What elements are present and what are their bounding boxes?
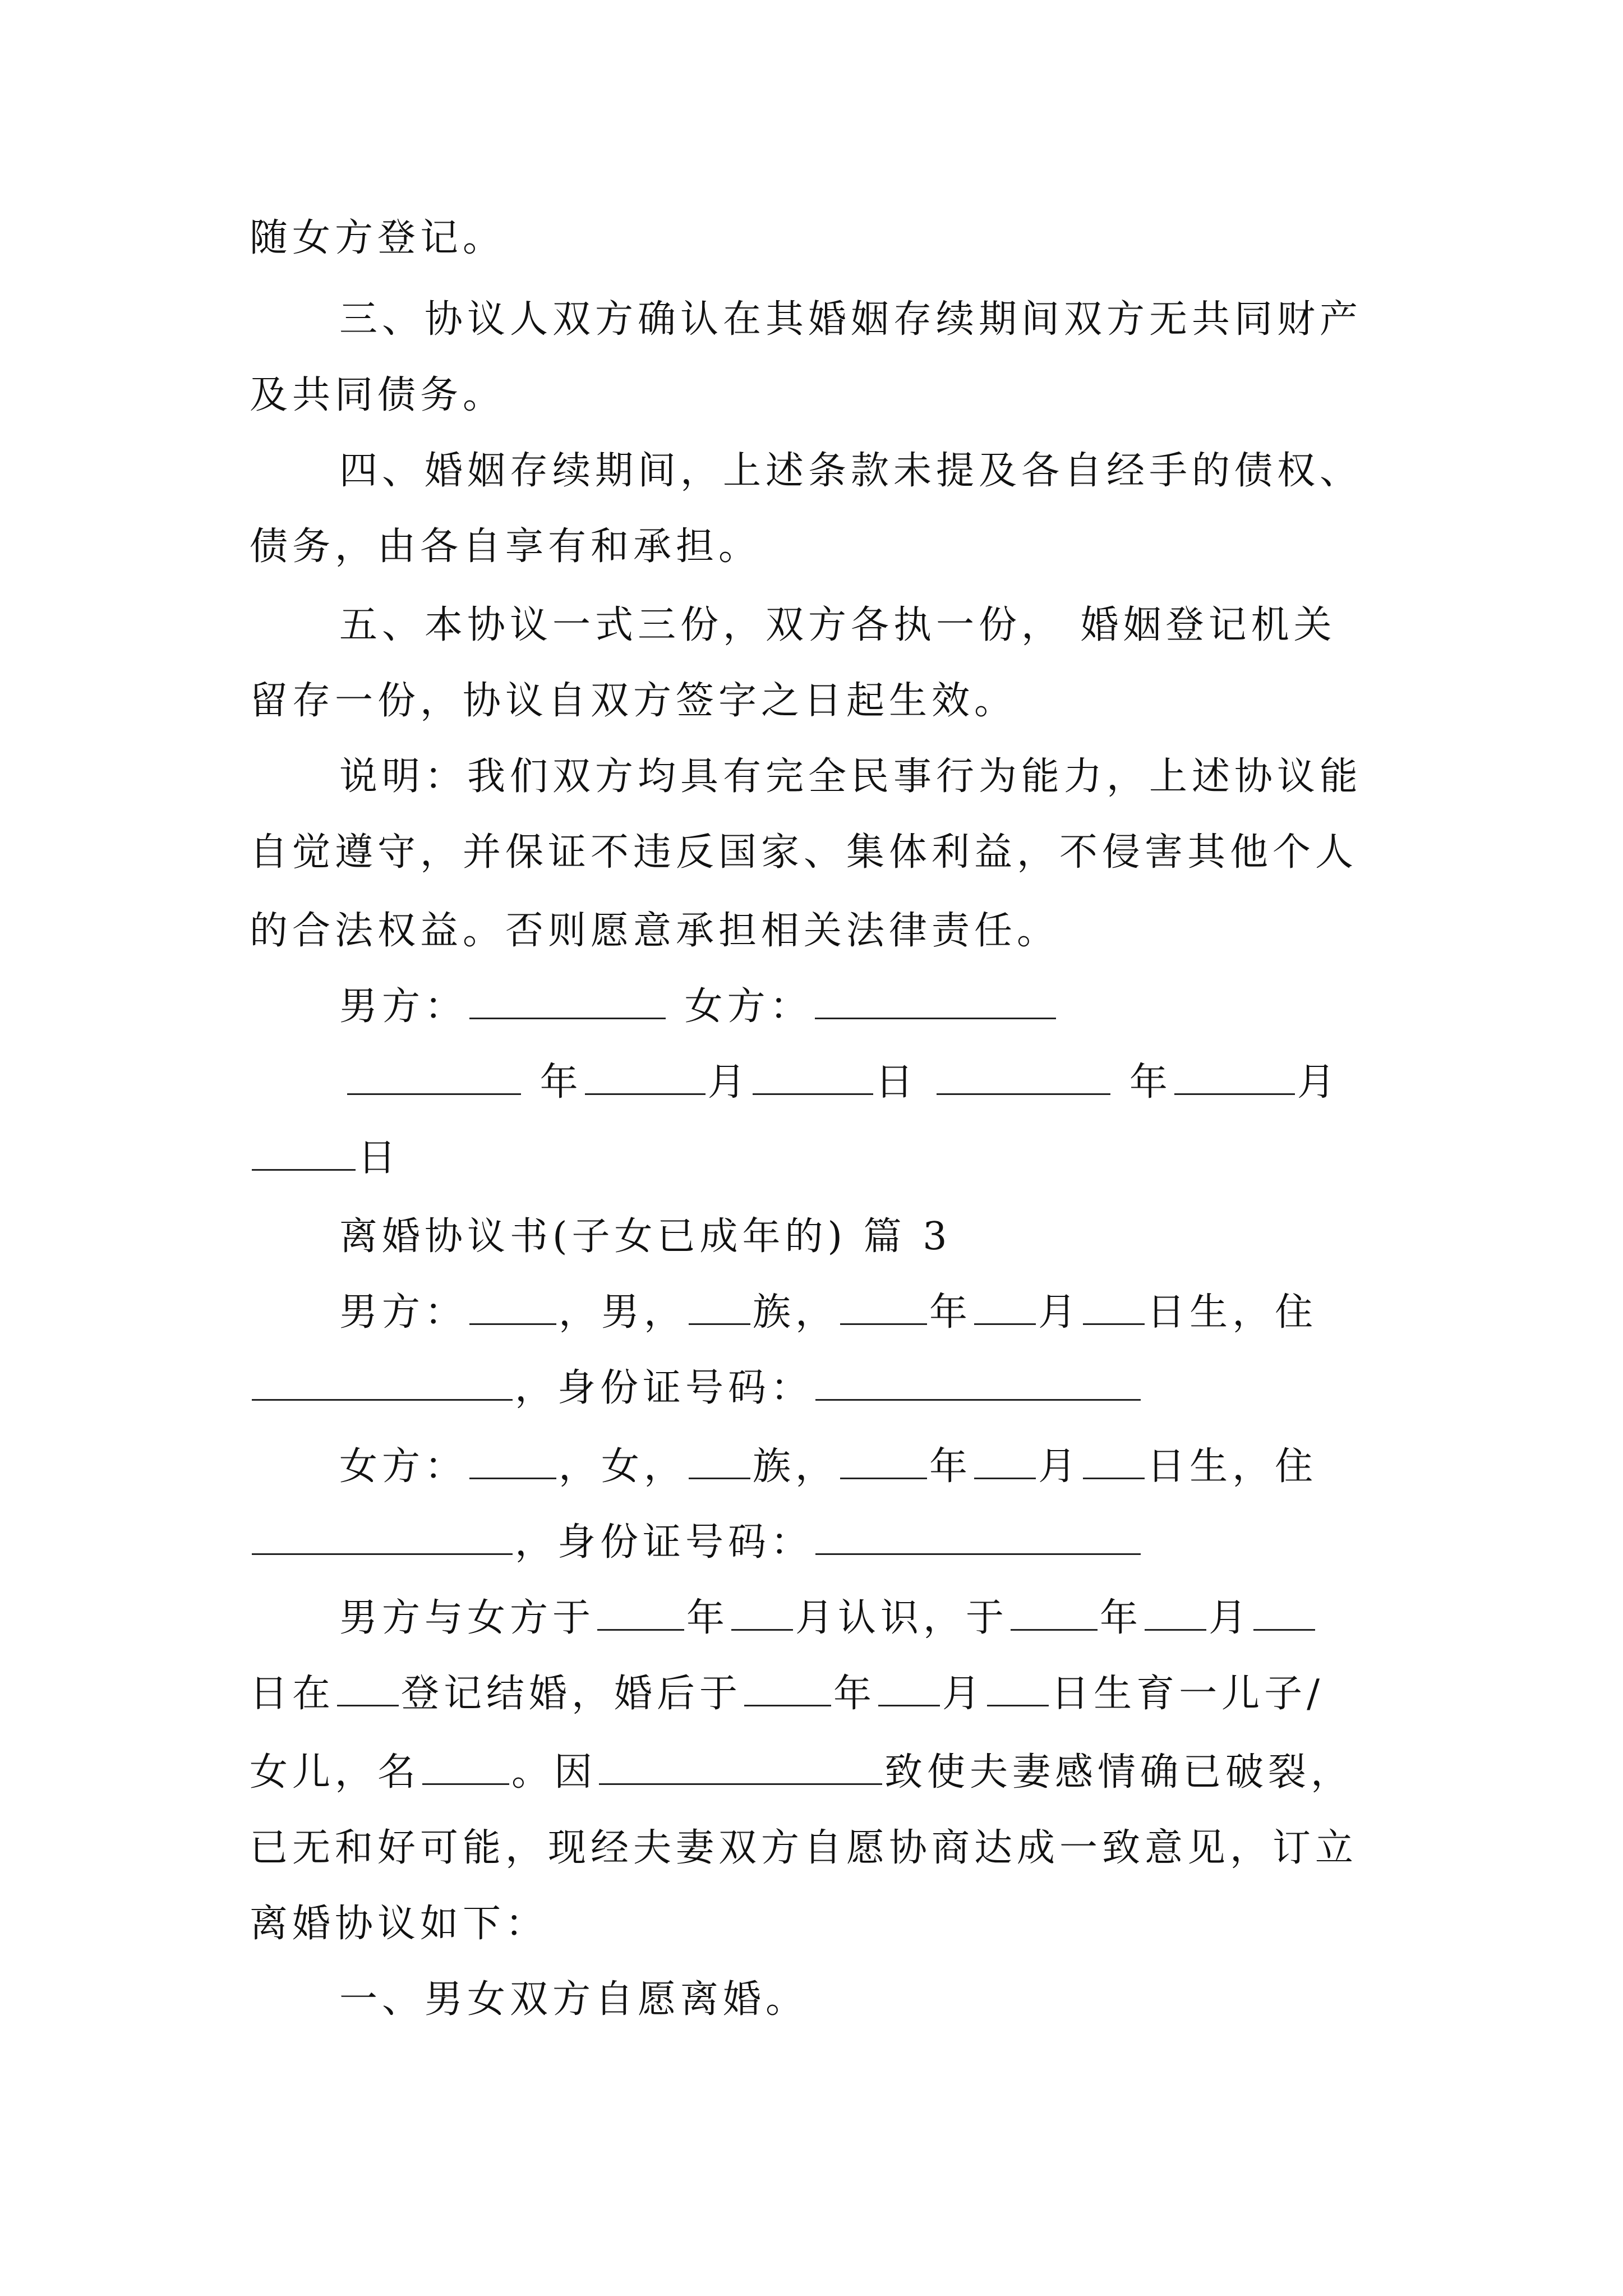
fill-in-blank[interactable] [252, 1362, 513, 1401]
fill-in-blank[interactable] [987, 1668, 1049, 1706]
text-segment: 男方： [339, 1290, 468, 1335]
text-segment: 自觉遵守，并保证不违反国家、集体利益，不侵害其他个人 [250, 830, 1358, 875]
text-segment: 月 [1297, 1060, 1340, 1105]
text-segment: 男方： [339, 984, 468, 1029]
text-segment: ，男， [559, 1290, 687, 1335]
text-segment: 男方与女方于 [339, 1596, 596, 1640]
fill-in-blank[interactable] [1145, 1592, 1206, 1631]
text-segment: 月 [942, 1672, 985, 1716]
fill-in-blank[interactable] [422, 1746, 509, 1785]
text-line [250, 208, 505, 269]
text-line [339, 1436, 1317, 1498]
text-line [339, 1282, 1317, 1343]
text-segment: 三、协议人双方确认在其婚姻存续期间双方无共同财产 [339, 297, 1363, 342]
text-line [339, 1206, 952, 1268]
text-segment: ，身份证号码： [515, 1366, 814, 1410]
fill-in-blank[interactable] [1083, 1441, 1145, 1479]
text-segment: 四、婚姻存续期间，上述条款未提及各自经手的债权、 [339, 449, 1363, 493]
text-segment: 月 [1038, 1290, 1081, 1335]
fill-in-blank[interactable] [815, 981, 1056, 1019]
fill-in-blank[interactable] [815, 1516, 1141, 1555]
text-line [250, 1742, 1353, 1803]
text-segment: ，身份证号码： [515, 1520, 814, 1565]
text-segment: 月 [707, 1060, 750, 1105]
text-segment: 女方： [668, 984, 813, 1029]
fill-in-blank[interactable] [840, 1286, 927, 1325]
text-segment: 女方： [339, 1444, 468, 1489]
fill-in-blank[interactable] [815, 1362, 1141, 1401]
fill-in-blank[interactable] [753, 1056, 873, 1095]
text-segment: 日 [875, 1060, 935, 1105]
text-line [250, 1893, 548, 1955]
text-line [250, 1512, 1143, 1573]
text-segment: 致使夫妻感情确已破裂， [884, 1750, 1354, 1795]
text-segment: 留存一份，协议自双方签字之日起生效。 [250, 679, 1017, 723]
text-segment: 年 [929, 1444, 972, 1489]
text-line [339, 595, 1336, 656]
text-line [250, 900, 1059, 962]
text-segment: 族， [753, 1290, 838, 1335]
fill-in-blank[interactable] [252, 1132, 356, 1171]
fill-in-blank[interactable] [337, 1668, 399, 1706]
text-segment: 年 [1113, 1060, 1172, 1105]
text-segment: 年 [686, 1596, 730, 1640]
fill-in-blank[interactable] [469, 1286, 556, 1325]
fill-in-blank[interactable] [347, 1056, 521, 1095]
text-line [250, 516, 761, 578]
text-segment: 年 [929, 1290, 972, 1335]
text-segment: 年 [833, 1672, 877, 1716]
text-line [250, 1128, 400, 1189]
text-segment: ，女， [559, 1444, 687, 1489]
text-segment: 日生，住 [1147, 1444, 1318, 1489]
fill-in-blank[interactable] [689, 1286, 750, 1325]
text-segment: 月 [1038, 1444, 1081, 1489]
text-line [345, 1052, 1340, 1114]
fill-in-blank[interactable] [840, 1441, 927, 1479]
fill-in-blank[interactable] [599, 1746, 882, 1785]
text-segment: 离婚协议书(子女已成年的) 篇 3 [339, 1214, 952, 1259]
text-segment: 族， [753, 1444, 838, 1489]
text-segment: 日 [358, 1136, 401, 1180]
fill-in-blank[interactable] [744, 1668, 831, 1706]
fill-in-blank[interactable] [252, 1516, 513, 1555]
text-segment: 一、男女双方自愿离婚。 [339, 1977, 809, 2022]
fill-in-blank[interactable] [1011, 1592, 1098, 1631]
text-line [250, 365, 505, 426]
text-segment: 随女方登记。 [250, 216, 506, 260]
text-line [339, 976, 1058, 1038]
text-line [250, 670, 1017, 732]
fill-in-blank[interactable] [1083, 1286, 1145, 1325]
text-line [339, 289, 1362, 351]
fill-in-blank[interactable] [974, 1441, 1036, 1479]
fill-in-blank[interactable] [974, 1286, 1036, 1325]
fill-in-blank[interactable] [937, 1056, 1110, 1095]
text-line [339, 1588, 1317, 1649]
text-segment: 及共同债务。 [250, 373, 506, 417]
text-segment: 女儿，名 [250, 1750, 421, 1795]
text-segment: 。因 [511, 1750, 597, 1795]
fill-in-blank[interactable] [469, 1441, 556, 1479]
text-line [339, 440, 1362, 502]
text-line [250, 1663, 1324, 1725]
text-segment: 债务，由各自享有和承担。 [250, 524, 762, 569]
text-segment: 说明：我们双方均具有完全民事行为能力，上述协议能 [339, 754, 1363, 799]
text-segment: 已无和好可能，现经夫妻双方自愿协商达成一致意见，订立 [250, 1826, 1358, 1870]
fill-in-blank[interactable] [878, 1668, 940, 1706]
text-segment: 日生，住 [1147, 1290, 1318, 1335]
text-segment: 月 [1209, 1596, 1252, 1640]
fill-in-blank[interactable] [1253, 1592, 1315, 1631]
text-line [250, 1358, 1143, 1419]
text-line [339, 1969, 808, 2031]
text-segment: 离婚协议如下： [250, 1902, 548, 1946]
fill-in-blank[interactable] [469, 981, 666, 1019]
text-segment: 月认识，于 [795, 1596, 1009, 1640]
text-segment: 日在 [250, 1672, 335, 1716]
fill-in-blank[interactable] [585, 1056, 706, 1095]
fill-in-blank[interactable] [597, 1592, 684, 1631]
text-line [339, 746, 1362, 808]
text-line [250, 1818, 1358, 1879]
fill-in-blank[interactable] [1174, 1056, 1295, 1095]
fill-in-blank[interactable] [689, 1441, 750, 1479]
text-line [250, 822, 1358, 884]
text-segment: 年 [523, 1060, 583, 1105]
text-segment: 的合法权益。否则愿意承担相关法律责任。 [250, 909, 1060, 953]
text-segment: 日生育一儿子/ [1051, 1672, 1324, 1716]
text-segment: 五、本协议一式三份，双方各执一份， 婚姻登记机关 [339, 603, 1336, 647]
text-segment: 年 [1100, 1596, 1143, 1640]
fill-in-blank[interactable] [731, 1592, 793, 1631]
text-segment: 登记结婚，婚后于 [401, 1672, 743, 1716]
